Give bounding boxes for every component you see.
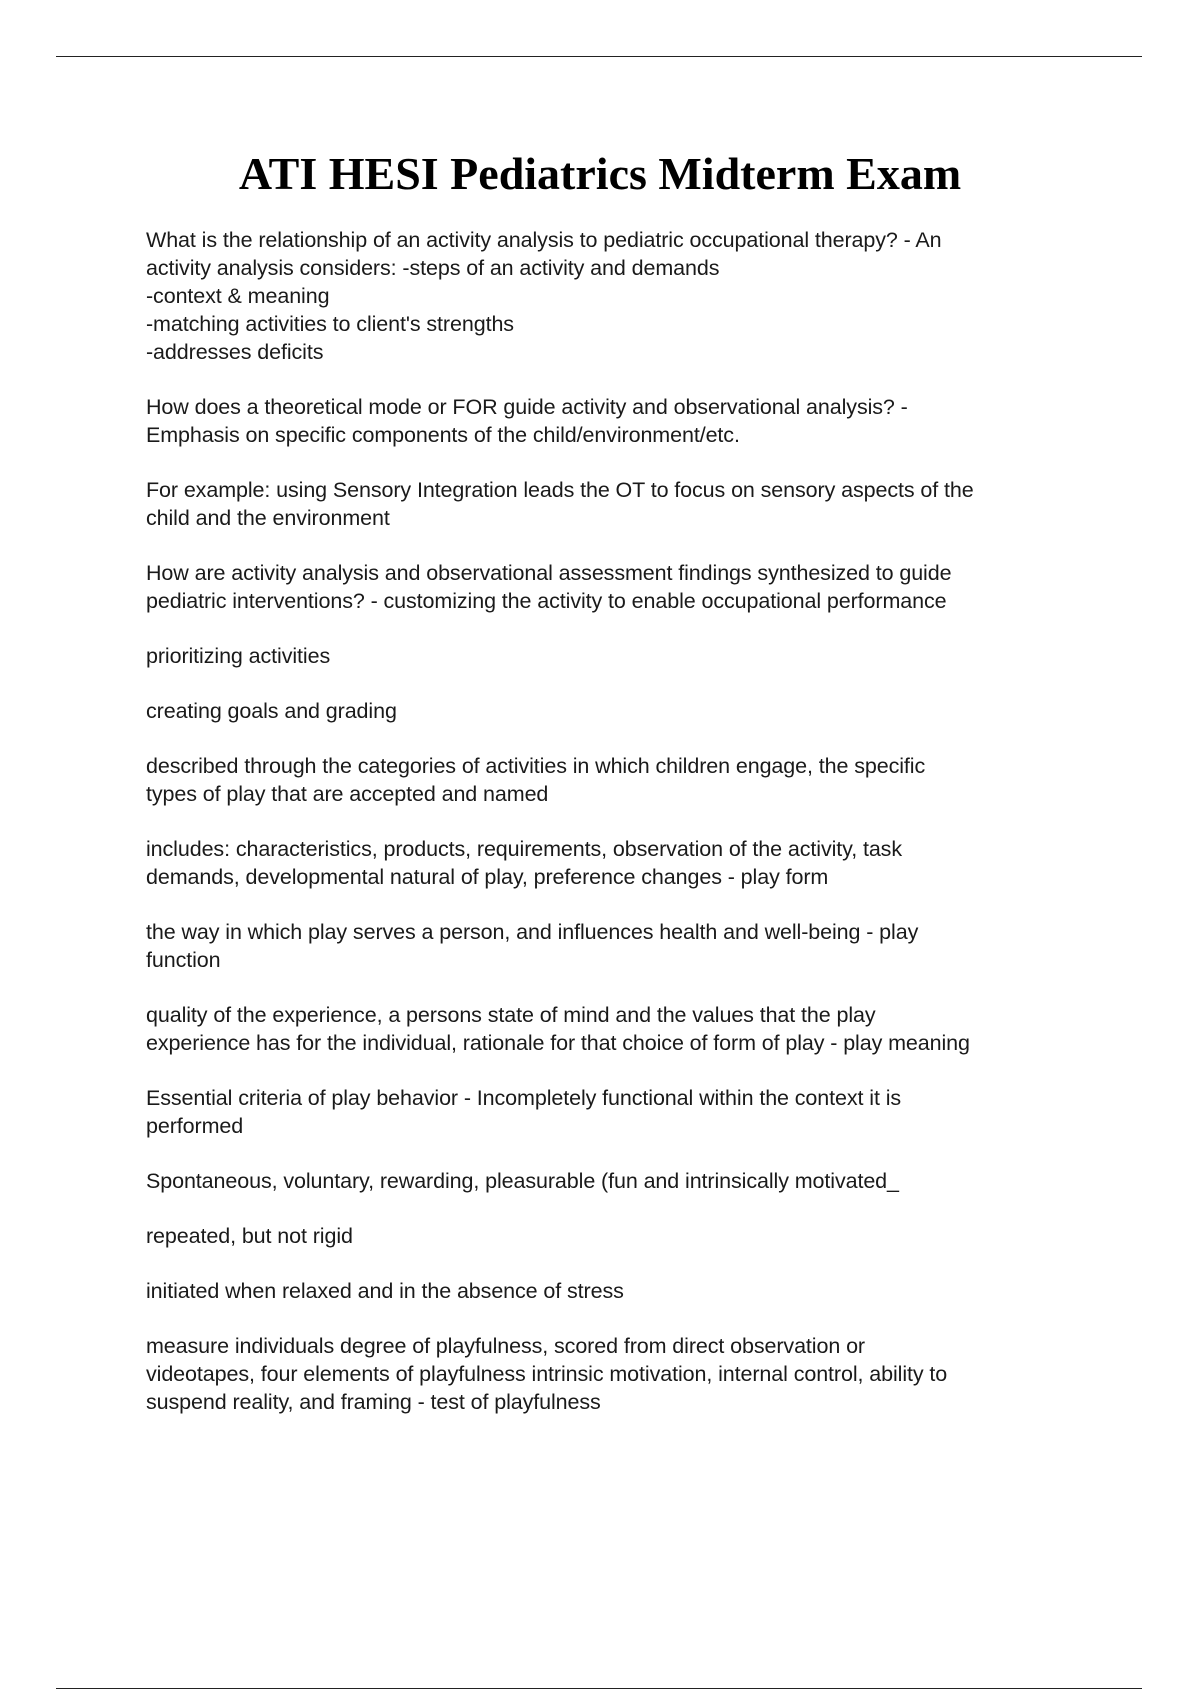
qa-paragraph <box>146 1084 1106 1140</box>
qa-paragraph <box>146 1277 1106 1305</box>
qa-paragraph <box>146 1001 1106 1057</box>
paragraph-line: performed <box>146 1114 244 1138</box>
qa-paragraph <box>146 835 1106 891</box>
paragraph-line: measure individuals degree of playfulness, scored from direct observation or <box>146 1334 865 1358</box>
paragraph-line: Spontaneous, voluntary, rewarding, pleasurable (fun and intrinsically motivated_ <box>146 1169 899 1193</box>
paragraph-line: experience has for the individual, rationale for that choice of form of play - play meaning <box>146 1031 970 1055</box>
paragraph-line: What is the relationship of an activity analysis to pediatric occupational therapy? - An <box>146 228 942 252</box>
paragraph-line: function <box>146 948 221 972</box>
paragraph-line: repeated, but not rigid <box>146 1224 353 1248</box>
qa-paragraph <box>146 918 1106 974</box>
paragraph-line: child and the environment <box>146 506 390 530</box>
qa-paragraph <box>146 476 1106 532</box>
paragraph-line: demands, developmental natural of play, preference changes - play form <box>146 865 829 889</box>
qa-paragraph <box>146 642 1106 670</box>
paragraph-line: pediatric interventions? - customizing the activity to enable occupational performance <box>146 589 947 613</box>
header-rule <box>56 56 1142 57</box>
paragraph-line: suspend reality, and framing - test of playfulness <box>146 1390 601 1414</box>
qa-paragraph <box>146 226 1106 366</box>
paragraph-line: For example: using Sensory Integration leads the OT to focus on sensory aspects of the <box>146 478 974 502</box>
qa-paragraph <box>146 393 1106 449</box>
paragraph-line: prioritizing activities <box>146 644 331 668</box>
paragraph-line: quality of the experience, a persons state of mind and the values that the play <box>146 1003 876 1027</box>
paragraph-line: videotapes, four elements of playfulness intrinsic motivation, internal control, ability to <box>146 1362 948 1386</box>
document-title: ATI HESI Pediatrics Midterm Exam <box>238 148 962 199</box>
paragraph-line: includes: characteristics, products, requirements, observation of the activity, task <box>146 837 902 861</box>
paragraph-line: types of play that are accepted and named <box>146 782 549 806</box>
qa-paragraph <box>146 1167 1106 1195</box>
footer-rule <box>56 1688 1142 1689</box>
paragraph-line: -matching activities to client's strengths <box>146 312 514 336</box>
qa-paragraph <box>146 697 1106 725</box>
paragraph-line: How are activity analysis and observational assessment findings synthesized to guide <box>146 561 952 585</box>
paragraph-line: initiated when relaxed and in the absence of stress <box>146 1279 624 1303</box>
paragraph-line: the way in which play serves a person, and influences health and well-being - play <box>146 920 919 944</box>
qa-paragraph <box>146 1332 1106 1416</box>
paragraph-line: Emphasis on specific components of the child/environment/etc. <box>146 423 740 447</box>
paragraph-line: activity analysis considers: -steps of an activity and demands <box>146 256 720 280</box>
paragraph-line: creating goals and grading <box>146 699 397 723</box>
paragraph-line: -addresses deficits <box>146 340 324 364</box>
paragraph-line: -context & meaning <box>146 284 330 308</box>
qa-paragraph <box>146 559 1106 615</box>
qa-paragraph <box>146 1222 1106 1250</box>
qa-paragraph <box>146 752 1106 808</box>
paragraph-line: Essential criteria of play behavior - Incompletely functional within the context it is <box>146 1086 902 1110</box>
paragraph-line: How does a theoretical mode or FOR guide activity and observational analysis? - <box>146 395 908 419</box>
paragraph-line: described through the categories of activities in which children engage, the specific <box>146 754 926 778</box>
document-body <box>146 226 1106 1443</box>
